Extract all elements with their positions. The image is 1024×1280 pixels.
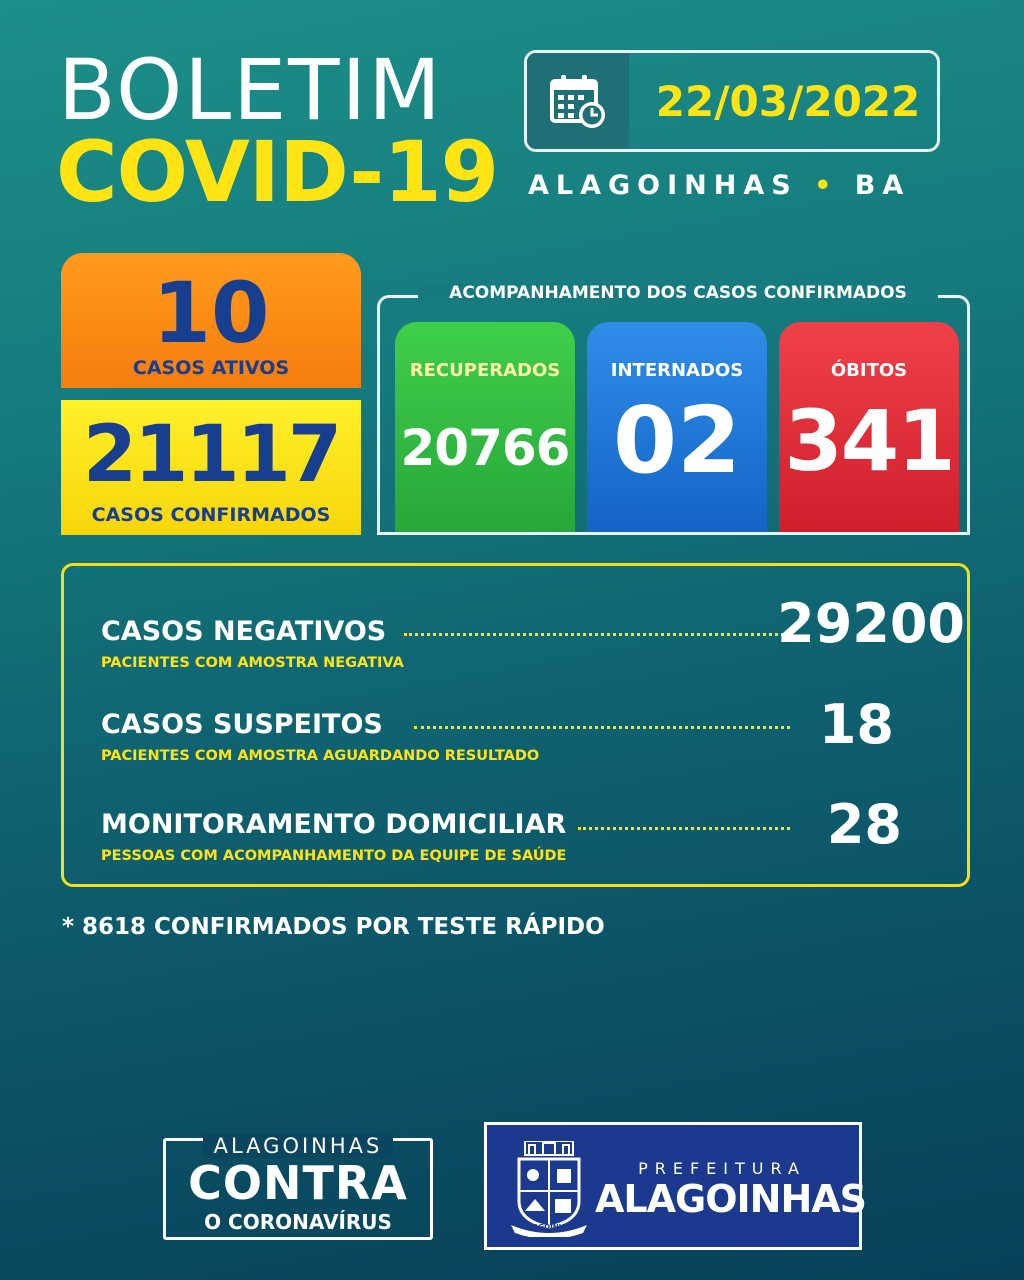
suspected-cases-leader — [414, 726, 790, 729]
active-cases-label: CASOS ATIVOS — [132, 357, 290, 379]
recovered-label: RECUPERADOS — [409, 360, 561, 381]
negative-cases-leader — [404, 633, 784, 636]
home-monitoring-value: 28 — [826, 793, 902, 856]
hospitalized-value: 02 — [612, 387, 742, 494]
confirmed-cases-label: CASOS CONFIRMADOS — [91, 504, 331, 526]
campaign-logo-line2: CONTRA — [188, 1156, 408, 1210]
city-hall-logo — [484, 1122, 867, 1250]
recovered-card — [395, 322, 575, 532]
deaths-label: ÓBITOS — [830, 360, 908, 381]
state-name: BA — [854, 170, 911, 201]
city-hall-line2: ALAGOINHAS — [595, 1177, 867, 1221]
city-hall-line1: PREFEITURA — [638, 1159, 806, 1178]
campaign-logo-line1: ALAGOINHAS — [203, 1134, 393, 1158]
hospitalized-card — [587, 322, 767, 532]
location-separator: • — [814, 170, 839, 201]
report-date: 22/03/2022 — [655, 76, 921, 126]
home-monitoring-title: MONITORAMENTO DOMICILIAR — [101, 809, 567, 840]
title-line2: COVID-19 — [56, 123, 499, 221]
title-line1: BOLETIM — [58, 41, 443, 139]
suspected-cases-title: CASOS SUSPEITOS — [101, 709, 383, 740]
negative-cases-title: CASOS NEGATIVOS — [101, 616, 387, 647]
negative-cases-value: 29200 — [777, 592, 965, 655]
confirmed-cases-value: 21117 — [82, 410, 340, 500]
date-box — [524, 50, 940, 152]
home-monitoring-subtitle: PESSOAS COM ACOMPANHAMENTO DA EQUIPE DE SAÚDE — [101, 848, 567, 864]
deaths-value: 341 — [784, 392, 954, 490]
crest-ribbon-text: ALAGOINHAS — [523, 1223, 575, 1231]
recovered-value: 20766 — [400, 419, 570, 477]
rapid-test-footnote: * 8618 CONFIRMADOS POR TESTE RÁPIDO — [62, 914, 605, 940]
campaign-logo-line3: O CORONAVÍRUS — [204, 1210, 392, 1234]
active-cases-value: 10 — [152, 264, 270, 362]
deaths-card — [779, 322, 959, 532]
campaign-logo — [163, 1134, 433, 1240]
negative-cases-subtitle: PACIENTES COM AMOSTRA NEGATIVA — [101, 655, 404, 671]
active-cases-box — [61, 253, 361, 388]
suspected-cases-value: 18 — [818, 693, 894, 756]
calendar-clock-icon — [527, 53, 629, 149]
location — [528, 170, 946, 201]
confirmed-cases-box — [61, 400, 361, 535]
tracking-panel-title: ACOMPANHAMENTO DOS CASOS CONFIRMADOS — [418, 283, 938, 303]
city-name: ALAGOINHAS — [528, 170, 798, 201]
hospitalized-label: INTERNADOS — [610, 360, 744, 381]
city-crest-icon — [511, 1141, 587, 1241]
home-monitoring-leader — [578, 827, 790, 830]
suspected-cases-subtitle: PACIENTES COM AMOSTRA AGUARDANDO RESULTADO — [101, 748, 540, 764]
